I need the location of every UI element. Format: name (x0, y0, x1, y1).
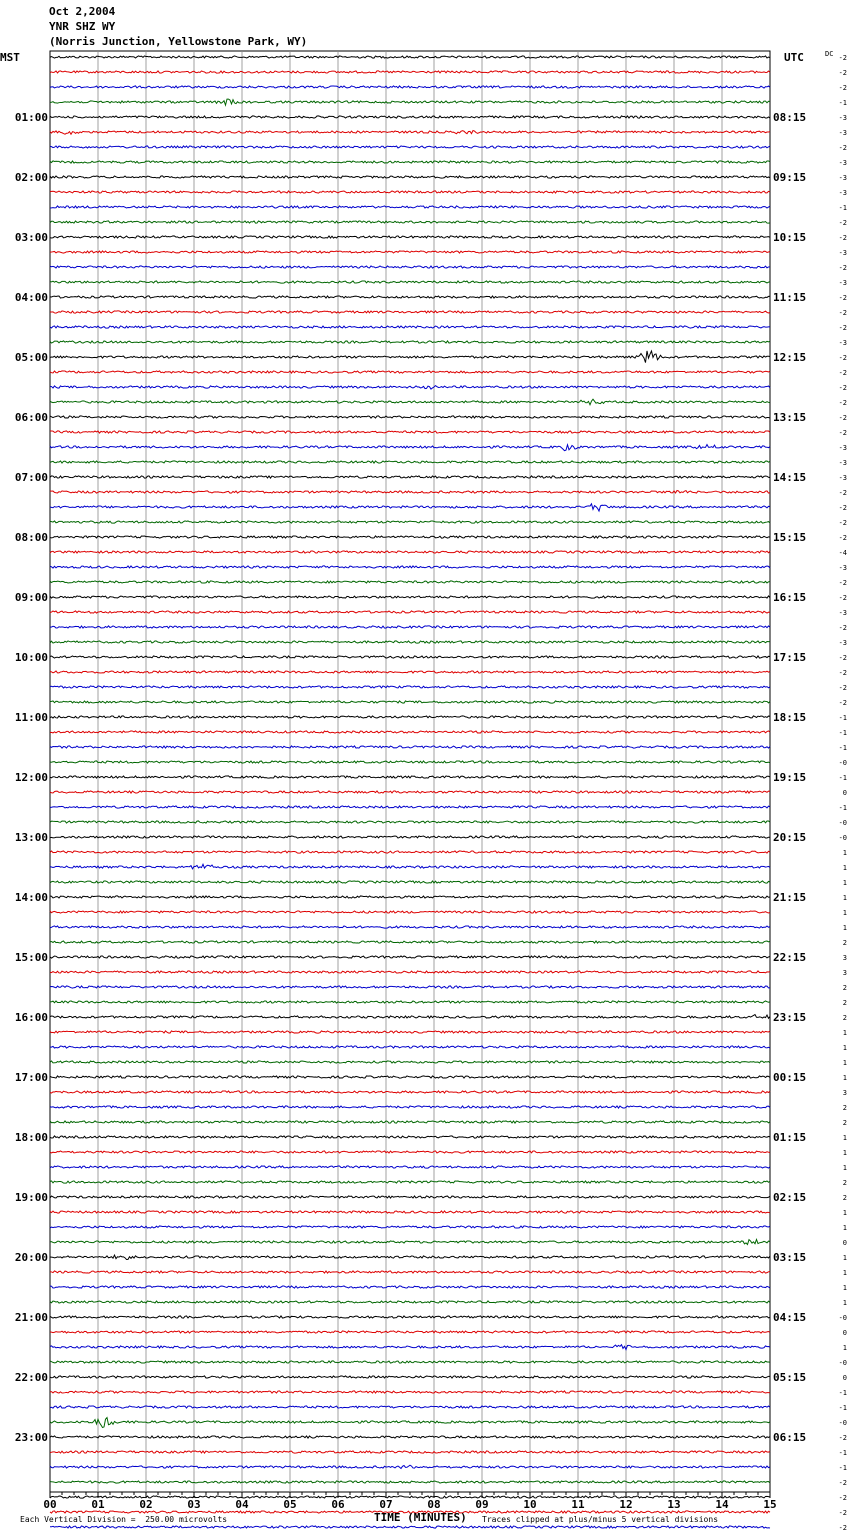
dc-offset-label: -2 (838, 69, 847, 77)
dc-offset-label: 3 (842, 954, 847, 962)
x-tick-label: 13 (667, 1498, 681, 1511)
dc-offset-label: -2 (838, 534, 847, 542)
right-hour-label: 17:15 (773, 651, 807, 664)
seismic-trace (50, 461, 770, 463)
dc-offset-label: -3 (838, 339, 847, 347)
right-hour-label: 06:15 (773, 1431, 807, 1444)
seismic-trace (50, 326, 770, 328)
scale-note: Each Vertical Division = 250.00 microvolts (20, 1515, 228, 1524)
dc-offset-label: -2 (838, 324, 847, 332)
dc-offset-label: 1 (842, 909, 847, 917)
dc-offset-label: -0 (838, 759, 847, 767)
seismic-trace (50, 146, 770, 148)
dc-header-label: DC (825, 50, 834, 58)
seismic-trace (50, 1015, 770, 1019)
dc-offset-label: -2 (838, 414, 847, 422)
x-tick-label: 04 (235, 1498, 249, 1511)
x-tick-label: 14 (715, 1498, 729, 1511)
left-hour-label: 23:00 (14, 1431, 48, 1444)
dc-offset-label: 0 (842, 1329, 847, 1337)
dc-offset-label: 2 (842, 939, 847, 947)
right-hour-label: 04:15 (773, 1311, 807, 1324)
right-hour-label: 16:15 (773, 591, 807, 604)
seismic-trace (50, 1301, 770, 1303)
dc-offset-label: -3 (838, 459, 847, 467)
seismic-trace (50, 1465, 770, 1468)
dc-offset-label: -2 (838, 654, 847, 662)
seismic-trace (50, 566, 770, 568)
seismic-trace (50, 1121, 770, 1123)
seismic-trace (50, 221, 770, 223)
seismic-trace (50, 1496, 770, 1498)
dc-offset-label: 1 (842, 1029, 847, 1037)
seismic-trace (50, 296, 770, 298)
seismic-trace (50, 1196, 770, 1198)
seismic-trace (50, 864, 770, 869)
dc-offset-label: -2 (838, 1434, 847, 1442)
dc-offset-label: 3 (842, 969, 847, 977)
seismic-trace (50, 206, 770, 208)
dc-offset-label: -2 (838, 699, 847, 707)
dc-offset-label: -2 (838, 1494, 847, 1502)
dc-offset-label: -3 (838, 279, 847, 287)
seismic-trace (50, 251, 770, 253)
left-hour-label: 10:00 (14, 651, 48, 664)
dc-offset-label: -2 (838, 684, 847, 692)
seismic-trace (50, 56, 770, 58)
dc-offset-label: -2 (838, 384, 847, 392)
dc-offset-label: -2 (838, 1509, 847, 1517)
seismic-trace (50, 986, 770, 988)
seismic-trace (50, 686, 770, 688)
dc-offset-label: -1 (838, 1464, 847, 1472)
x-tick-label: 08 (427, 1498, 441, 1511)
dc-offset-label: -2 (838, 219, 847, 227)
left-hour-label: 20:00 (14, 1251, 48, 1264)
right-hour-label: 08:15 (773, 111, 807, 124)
dc-offset-label: -3 (838, 564, 847, 572)
left-hour-label: 05:00 (14, 351, 48, 364)
seismic-trace (50, 926, 770, 928)
dc-offset-label: -3 (838, 249, 847, 257)
seismic-trace (50, 1181, 770, 1183)
seismic-trace (50, 1226, 770, 1228)
dc-offset-label: -2 (838, 1524, 847, 1532)
seismic-trace (50, 491, 770, 494)
dc-offset-label: -2 (838, 234, 847, 242)
dc-offset-label: -0 (838, 834, 847, 842)
seismic-trace (50, 445, 770, 451)
seismic-trace (50, 776, 770, 778)
seismic-trace (50, 311, 770, 313)
dc-offset-label: 1 (842, 1164, 847, 1172)
seismic-trace (50, 956, 770, 958)
seismic-trace (50, 1151, 770, 1153)
seismic-trace (50, 716, 770, 718)
left-hour-label: 21:00 (14, 1311, 48, 1324)
seismic-trace (50, 1406, 770, 1408)
seismic-trace (50, 504, 770, 511)
right-hour-label: 13:15 (773, 411, 807, 424)
seismic-trace (50, 1481, 770, 1483)
dc-offset-label: 1 (842, 1254, 847, 1262)
seismic-trace (50, 1031, 770, 1033)
left-hour-label: 06:00 (14, 411, 48, 424)
dc-offset-label: 2 (842, 1179, 847, 1187)
dc-offset-label: 2 (842, 984, 847, 992)
dc-offset-label: 1 (842, 1134, 847, 1142)
right-hour-label: 01:15 (773, 1131, 807, 1144)
seismic-trace (50, 911, 770, 913)
right-hour-label: 03:15 (773, 1251, 807, 1264)
seismic-trace (50, 851, 770, 853)
seismic-trace (50, 641, 770, 643)
dc-offset-label: 0 (842, 1374, 847, 1382)
seismic-trace (50, 1418, 770, 1428)
right-hour-label: 10:15 (773, 231, 807, 244)
dc-offset-label: -0 (838, 819, 847, 827)
right-hour-label: 21:15 (773, 891, 807, 904)
seismic-trace (50, 1001, 770, 1003)
right-hour-label: 15:15 (773, 531, 807, 544)
seismic-trace (50, 1166, 770, 1168)
dc-offset-label: 1 (842, 924, 847, 932)
right-hour-label: 14:15 (773, 471, 807, 484)
seismic-trace (50, 656, 770, 658)
left-hour-label: 08:00 (14, 531, 48, 544)
right-hour-label: 02:15 (773, 1191, 807, 1204)
left-hour-label: 16:00 (14, 1011, 48, 1024)
x-tick-label: 12 (619, 1498, 633, 1511)
seismic-trace (50, 1239, 770, 1244)
seismic-trace (50, 671, 770, 673)
seismic-trace (50, 881, 770, 883)
left-hour-label: 09:00 (14, 591, 48, 604)
seismic-trace (50, 236, 770, 238)
x-tick-label: 02 (139, 1498, 153, 1511)
dc-offset-label: 2 (842, 1119, 847, 1127)
seismic-trace (50, 86, 770, 88)
seismic-trace (50, 1091, 770, 1093)
right-timezone-label: UTC (784, 51, 804, 64)
seismic-trace (50, 191, 770, 193)
seismic-trace (50, 551, 770, 553)
dc-offset-label: -0 (838, 1359, 847, 1367)
dc-offset-label: -3 (838, 639, 847, 647)
dc-offset-label: 1 (842, 1044, 847, 1052)
dc-offset-label: -3 (838, 444, 847, 452)
right-hour-label: 11:15 (773, 291, 807, 304)
dc-offset-label: -3 (838, 474, 847, 482)
dc-offset-label: -1 (838, 714, 847, 722)
right-hour-label: 12:15 (773, 351, 807, 364)
dc-offset-label: 1 (842, 1299, 847, 1307)
seismic-trace (50, 1526, 770, 1528)
dc-offset-label: 1 (842, 1074, 847, 1082)
x-tick-label: 03 (187, 1498, 201, 1511)
x-tick-label: 00 (43, 1498, 57, 1511)
dc-offset-label: 1 (842, 1269, 847, 1277)
seismic-trace (50, 1286, 770, 1288)
dc-offset-label: -1 (838, 204, 847, 212)
dc-offset-label: -1 (838, 744, 847, 752)
seismic-trace (50, 1211, 770, 1213)
seismic-trace (50, 611, 770, 613)
seismic-trace (50, 1391, 770, 1393)
dc-offset-label: -2 (838, 309, 847, 317)
x-tick-label: 15 (763, 1498, 777, 1511)
left-hour-label: 04:00 (14, 291, 48, 304)
dc-offset-label: 0 (842, 1239, 847, 1247)
seismic-trace (50, 731, 770, 733)
seismic-trace (50, 131, 770, 135)
seismic-trace (50, 1061, 770, 1063)
seismic-trace (50, 116, 770, 118)
seismic-trace (50, 1361, 770, 1363)
seismic-trace (50, 896, 770, 898)
dc-offset-label: -2 (838, 399, 847, 407)
dc-offset-label: -2 (838, 579, 847, 587)
dc-offset-label: 1 (842, 1224, 847, 1232)
x-tick-label: 05 (283, 1498, 297, 1511)
seismic-trace (50, 806, 770, 808)
seismic-trace (50, 581, 770, 583)
dc-offset-label: -2 (838, 84, 847, 92)
dc-offset-label: -1 (838, 774, 847, 782)
left-hour-label: 02:00 (14, 171, 48, 184)
seismic-trace (50, 1106, 770, 1108)
dc-offset-label: 1 (842, 849, 847, 857)
seismic-trace (50, 821, 770, 823)
left-hour-label: 19:00 (14, 1191, 48, 1204)
left-hour-label: 15:00 (14, 951, 48, 964)
right-hour-label: 00:15 (773, 1071, 807, 1084)
clip-note: Traces clipped at plus/minus 5 vertical divisions (482, 1515, 719, 1524)
dc-offset-label: -2 (838, 669, 847, 677)
dc-offset-label: -4 (838, 549, 847, 557)
dc-offset-label: -0 (838, 1419, 847, 1427)
seismic-trace (50, 431, 770, 433)
seismic-trace (50, 1451, 770, 1453)
seismic-trace (50, 176, 770, 178)
dc-offset-label: -2 (838, 264, 847, 272)
dc-offset-label: -1 (838, 1449, 847, 1457)
left-hour-label: 18:00 (14, 1131, 48, 1144)
seismic-trace (50, 1076, 770, 1078)
seismic-trace (50, 1255, 770, 1259)
seismic-trace (50, 971, 770, 973)
seismic-trace (50, 71, 770, 73)
dc-offset-label: -2 (838, 369, 847, 377)
seismic-trace (50, 416, 770, 418)
dc-offset-label: -2 (838, 429, 847, 437)
dc-offset-label: 1 (842, 1059, 847, 1067)
dc-offset-label: 0 (842, 789, 847, 797)
left-hour-label: 22:00 (14, 1371, 48, 1384)
left-hour-label: 11:00 (14, 711, 48, 724)
dc-offset-label: -3 (838, 174, 847, 182)
right-hour-label: 20:15 (773, 831, 807, 844)
seismic-trace (50, 351, 770, 363)
x-tick-label: 06 (331, 1498, 345, 1511)
dc-offset-label: 2 (842, 1194, 847, 1202)
seismic-trace (50, 836, 770, 838)
seismic-trace (50, 1271, 770, 1273)
right-hour-label: 09:15 (773, 171, 807, 184)
seismic-trace (50, 1136, 770, 1138)
dc-offset-label: -2 (838, 294, 847, 302)
dc-offset-label: 1 (842, 879, 847, 887)
dc-offset-label: -3 (838, 189, 847, 197)
dc-offset-label: -1 (838, 99, 847, 107)
dc-offset-label: 3 (842, 1089, 847, 1097)
left-timezone-label: MST (0, 51, 20, 64)
left-hour-label: 03:00 (14, 231, 48, 244)
dc-offset-label: -3 (838, 609, 847, 617)
seismic-trace (50, 371, 770, 373)
x-tick-label: 10 (523, 1498, 537, 1511)
left-hour-label: 17:00 (14, 1071, 48, 1084)
right-hour-label: 05:15 (773, 1371, 807, 1384)
seismic-trace (50, 1046, 770, 1048)
dc-offset-label: -3 (838, 114, 847, 122)
dc-offset-label: -1 (838, 1389, 847, 1397)
dc-offset-label: 1 (842, 1284, 847, 1292)
dc-offset-label: -3 (838, 129, 847, 137)
x-tick-label: 11 (571, 1498, 585, 1511)
seismic-trace (50, 1331, 770, 1333)
dc-offset-label: 1 (842, 1149, 847, 1157)
seismic-trace (50, 476, 770, 478)
left-hour-label: 12:00 (14, 771, 48, 784)
x-tick-label: 09 (475, 1498, 489, 1511)
seismic-trace (50, 161, 770, 163)
dc-offset-label: -3 (838, 159, 847, 167)
seismic-trace (50, 596, 770, 598)
station-code: YNR SHZ WY (49, 20, 116, 33)
right-hour-label: 19:15 (773, 771, 807, 784)
station-location: (Norris Junction, Yellowstone Park, WY) (49, 35, 308, 48)
seismic-trace (50, 266, 770, 268)
seismic-trace (50, 1345, 770, 1350)
seismic-trace (50, 399, 770, 405)
seismic-trace (50, 791, 770, 793)
dc-offset-label: 1 (842, 1344, 847, 1352)
seismic-trace (50, 941, 770, 943)
dc-offset-label: -2 (838, 144, 847, 152)
dc-offset-label: 1 (842, 864, 847, 872)
x-axis-title: TIME (MINUTES) (374, 1511, 467, 1524)
dc-offset-label: -2 (838, 54, 847, 62)
plot-date: Oct 2,2004 (49, 5, 116, 18)
seismic-trace (50, 1376, 770, 1378)
seismic-trace (50, 521, 770, 523)
seismic-trace (50, 281, 770, 283)
left-hour-label: 13:00 (14, 831, 48, 844)
dc-offset-label: -1 (838, 1404, 847, 1412)
dc-offset-label: 1 (842, 894, 847, 902)
seismic-trace (50, 386, 770, 390)
left-hour-label: 01:00 (14, 111, 48, 124)
dc-offset-label: -2 (838, 504, 847, 512)
dc-offset-label: -2 (838, 354, 847, 362)
dc-offset-label: -2 (838, 519, 847, 527)
left-hour-label: 14:00 (14, 891, 48, 904)
dc-offset-label: -0 (838, 1314, 847, 1322)
dc-offset-label: 2 (842, 999, 847, 1007)
dc-offset-label: -2 (838, 594, 847, 602)
dc-offset-label: 2 (842, 1104, 847, 1112)
seismic-trace (50, 701, 770, 703)
dc-offset-label: 1 (842, 1209, 847, 1217)
right-hour-label: 18:15 (773, 711, 807, 724)
seismic-trace (50, 99, 770, 105)
seismic-trace (50, 746, 770, 748)
seismic-trace (50, 1436, 770, 1438)
dc-offset-label: -1 (838, 729, 847, 737)
seismic-trace (50, 1316, 770, 1318)
dc-offset-label: -2 (838, 489, 847, 497)
x-tick-label: 07 (379, 1498, 393, 1511)
right-hour-label: 22:15 (773, 951, 807, 964)
x-tick-label: 01 (91, 1498, 105, 1511)
dc-offset-label: 2 (842, 1014, 847, 1022)
seismic-trace (50, 341, 770, 343)
left-hour-label: 07:00 (14, 471, 48, 484)
seismic-trace (50, 626, 770, 628)
dc-offset-label: -1 (838, 804, 847, 812)
right-hour-label: 23:15 (773, 1011, 807, 1024)
seismic-trace (50, 536, 770, 538)
dc-offset-label: -2 (838, 624, 847, 632)
seismic-trace (50, 761, 770, 763)
dc-offset-label: -2 (838, 1479, 847, 1487)
